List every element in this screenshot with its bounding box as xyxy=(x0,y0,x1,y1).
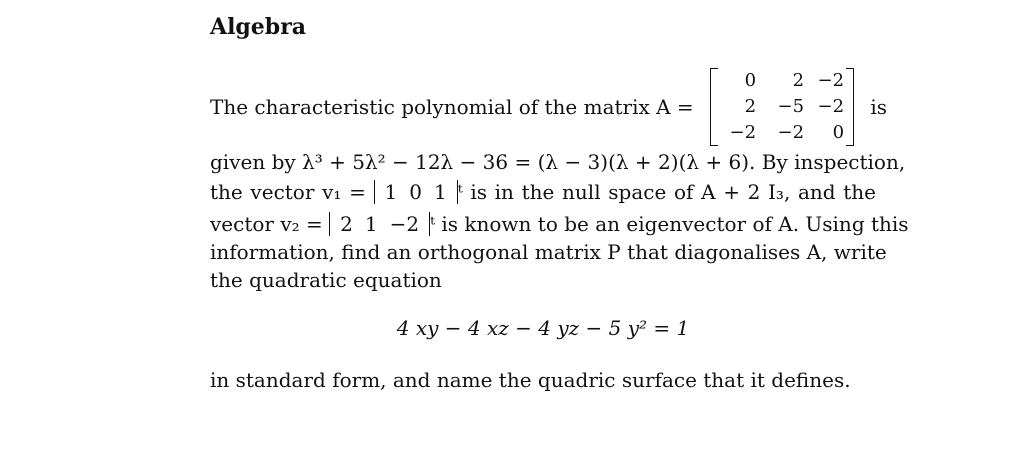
paragraph-line-6: the quadratic equation xyxy=(210,268,442,292)
vector-v2 xyxy=(329,212,430,236)
vector-v1 xyxy=(374,180,458,204)
matrix-cell: −2 xyxy=(817,96,845,117)
matrix-cell: 0 xyxy=(832,122,845,143)
paragraph-line-2: given by λ³ + 5λ² − 12λ − 36 = (λ − 3)(λ + 2)(λ + 6). By inspection, xyxy=(210,150,906,174)
matrix-cell: −2 xyxy=(729,122,757,143)
line4-a: vector v₂ = xyxy=(210,212,323,236)
line1-suffix: is xyxy=(870,95,888,119)
matrix-cell: 2 xyxy=(744,96,757,117)
paragraph-line-1 xyxy=(210,68,887,146)
paragraph-line-5: information, find an orthogonal matrix P that diagonalises A, write xyxy=(210,240,887,264)
section-title: Algebra xyxy=(210,14,307,40)
vector-entry: 1 xyxy=(364,212,378,236)
vector-entry: −2 xyxy=(389,212,420,236)
paragraph-line-4 xyxy=(210,212,909,236)
line3-b: ᵗ is in the null space of A + 2 I₃, and the xyxy=(457,180,877,204)
line4-b: ᵗ is known to be an eigenvector of A. Using this xyxy=(430,212,909,236)
matrix-left-bracket xyxy=(710,68,718,146)
matrix-cell: 0 xyxy=(744,70,757,91)
matrix-cell: −2 xyxy=(777,122,805,143)
vector-entry: 1 xyxy=(433,180,447,204)
vector-entry: 2 xyxy=(340,212,353,236)
display-equation: 4 xy − 4 xz − 4 yz − 5 y² = 1 xyxy=(396,316,690,340)
matrix-cell: 2 xyxy=(792,70,805,91)
matrix-cell: −2 xyxy=(817,70,845,91)
matrix-right-bracket xyxy=(846,68,854,146)
line1-prefix: The characteristic polynomial of the matrix A = xyxy=(210,95,694,119)
line3-a: the vector v₁ = xyxy=(210,180,366,204)
matrix-grid xyxy=(718,68,846,146)
matrix-A xyxy=(710,68,854,146)
vector-entry: 1 xyxy=(384,180,398,204)
closing-line: in standard form, and name the quadric surface that it defines. xyxy=(210,368,851,392)
paragraph-line-3 xyxy=(210,180,876,204)
matrix-cell: −5 xyxy=(777,96,805,117)
vector-entry: 0 xyxy=(409,180,422,204)
